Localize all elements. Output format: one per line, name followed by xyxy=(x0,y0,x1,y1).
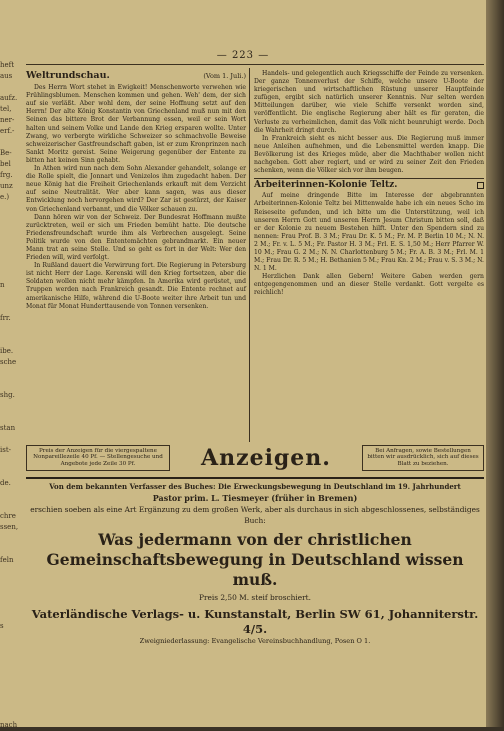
page-number: — 223 — xyxy=(216,50,270,61)
margin-fragment: aus xyxy=(0,72,13,80)
margin-fragment xyxy=(0,654,20,665)
margin-fragment xyxy=(0,456,20,467)
ad-book-title: Was jedermann von der christlichen Gemeinschaftsbewegung in Deutschland wissen muß. xyxy=(46,530,464,589)
column-separator xyxy=(249,68,250,442)
ad-author-line: Pastor prim. L. Tiesmeyer (früher in Bremen) xyxy=(152,493,358,503)
margin-fragment: shg. xyxy=(0,391,15,399)
ad-price: Preis 2,50 M. steif broschiert. xyxy=(198,593,312,602)
left-margin-fragments xyxy=(0,60,20,729)
article-date: (Vom 1. Juli.) xyxy=(203,72,246,80)
margin-fragment: de. xyxy=(0,479,11,487)
margin-fragment xyxy=(0,225,20,236)
margin-fragment: stan xyxy=(0,424,16,432)
margin-fragment xyxy=(0,610,20,621)
margin-fragment: erf.- xyxy=(0,127,15,135)
margin-fragment: aufz. xyxy=(0,94,18,102)
margin-fragment xyxy=(0,687,20,698)
section-title: Arbeiterinnen-Kolonie Teltz. xyxy=(254,180,398,191)
ad-notice-box: Bei Anfragen, sowie Bestellungen bitten wir ausdrücklich, sich auf dieses Blatt zu beziehen. xyxy=(362,445,484,471)
article-paragraph: Des Herrn Wort stehet in Ewigkeit! Menschenworte verwehen wie Frühlingsblumen. Menschen kommen und gehen. Weh' dem, der sich auf sie verläßt. Aber wohl dem, der seine Hoffnung setzt auf den Herrn! Der alte König Konstantin von Griechenland muß nun mit den Seinen das bittere Brot der Verbannung essen, weil er sein Wort halten und seinem Volke und Lande den Krieg ersparen wollte. Unter Zwang, wo verbergte wirkliche Schweizer so schmachvolle Beweise schweizerischer Gastfreundschaft gaben, ist er zum Kronprinzen nach Sankt Moritz gereist. Seine Weigerung gegenüber der Entente zu bitten hat keinen Sinn gehabt. xyxy=(26,84,246,164)
margin-fragment xyxy=(0,368,20,379)
section-header xyxy=(254,181,484,189)
margin-fragment: n xyxy=(0,281,5,289)
page-edge-shadow xyxy=(486,0,504,727)
top-rule xyxy=(26,64,484,65)
margin-fragment xyxy=(0,401,20,412)
article-paragraph: In Rußland dauert die Verwirrung fort. Die Regierung in Petersburg ist nicht Herr der Lage. Kerenski will den Krieg fortsetzen, aber die Soldaten wollen nicht mehr kämpfen. In Amerika wird gerüstet, und Truppen werden nach Frankreich gesandt. Die Entente rechnet auf amerikanische Hilfe, während die U-Boote weiter ihre Arbeit tun und Monat für Monat Hunderttausende von Tonnen versenken. xyxy=(26,262,246,310)
margin-fragment: Be- xyxy=(0,149,12,157)
margin-fragment: ner- xyxy=(0,116,15,124)
margin-fragment xyxy=(0,82,20,93)
margin-fragment xyxy=(0,214,20,225)
margin-fragment: frg. xyxy=(0,171,13,179)
margin-fragment xyxy=(0,203,20,214)
margin-fragment xyxy=(0,588,20,599)
article-paragraph: Dann hören wir von der Schweiz. Der Bundesrat Hoffmann mußte zurücktreten, weil er sich um Frieden bemüht hatte. Die deutsche Friedensfreundschaft wurde ihm als Verbrechen ausgelegt. Seine Politik wurde von den Ententemächten gebrandmarkt. Ein neuer Mann trat an seine Stelle. Und so geht es fort in der Welt: Wer den Frieden will, wird verfolgt. xyxy=(26,213,246,262)
ad-price-box: Preis der Anzeigen für die viergespaltene Nonpareillezeile 40 Pf. — Stellengesuche und Angebote jede Zeile 30 Pf. xyxy=(26,445,170,471)
margin-fragment xyxy=(0,434,20,445)
margin-fragment xyxy=(0,500,20,511)
margin-fragment: unz xyxy=(0,182,13,190)
margin-fragment xyxy=(0,577,20,588)
margin-fragment xyxy=(0,665,20,676)
margin-fragment: ssen, xyxy=(0,523,19,531)
article-paragraph: In Athen wird nun nach dem Sohn Alexander gehandelt, solange er die Rolle spielt, die Jonnart und Venizelos ihm zugedacht haben. Der neue König hat die Freiheit Griechenlands erkauft mit dem Verzicht auf seine Neutralität. Wer aber kann sagen, was aus dieser Entwicklung noch hervorgehen wird? Der Zar ist gestürzt, der Kaiser von Griechenland verbannt, und die Völker schauen zu. xyxy=(26,165,246,213)
section-paragraph: Auf meine dringende Bitte im Interesse der abgebrannten Arbeiterinnen-Kolonie Teltz bei Mittenwalde habe ich ein neues Scho im Reiseseite gefunden, und ich bitte um die Unterstützung, weil ich unseren Herrn Gott und unseren Herrn Jesum Christum bitten soll, daß er der Kolonie zu neuem Bestehen hilft. Unter den Spendern sind zu nennen: Frau Prof. B. 3 M.; Frau Dr. K. 5 M.; Fr. M. P. Berlin 10 M.; N. N. 2 M.; Fr. v. L. 5 M.; Fr. Pastor H. 3 M.; Frl. E. S. 1,50 M.; Herr Pfarrer W. 10 M.; Frau G. 2 M.; N. N. Charlottenburg 5 M.; Fr. A. B. 3 M.; Frl. M. 1 M.; Frau Dr. R. 5 M.; H. Bethanien 5 M.; Frau Kn. 2 M.; Frau v. S. 3 M.; N. N. 1 M. xyxy=(254,192,484,273)
margin-fragment: heft xyxy=(0,61,15,69)
article-header xyxy=(26,72,246,80)
margin-fragment xyxy=(0,676,20,687)
margin-fragment: s xyxy=(0,622,4,630)
ad-intro-line: Von dem bekannten Verfasser des Buches: Die Erweckungsbewegung in Deutschland im 19. Jahrhundert xyxy=(49,482,461,491)
margin-fragment xyxy=(0,236,20,247)
book-advertisement xyxy=(26,482,484,646)
margin-fragment xyxy=(0,467,20,478)
ad-branch: Zweigniederlassung: Evangelische Vereinsbuchhandlung, Posen O 1. xyxy=(139,637,371,645)
margin-fragment xyxy=(0,698,20,709)
margin-fragment xyxy=(0,489,20,500)
margin-fragment: tel, xyxy=(0,105,12,113)
ad-publisher: Vaterländische Verlags- u. Kunstanstalt, Berlin SW 61, Johanniterstr. 4/5. xyxy=(31,607,479,636)
column-right xyxy=(254,70,484,440)
margin-fragment xyxy=(0,566,20,577)
margin-fragment xyxy=(0,632,20,643)
margin-fragment: ibe. xyxy=(0,347,14,355)
margin-fragment xyxy=(0,379,20,390)
margin-fragment xyxy=(0,269,20,280)
margin-fragment xyxy=(0,324,20,335)
column-left xyxy=(26,70,246,440)
margin-fragment xyxy=(0,643,20,654)
section-paragraph: Herzlichen Dank allen Gebern! Weitere Gaben werden gern entgegengenommen und an dieser Stelle verdankt. Gott vergelte es reichlich! xyxy=(254,273,484,297)
margin-fragment xyxy=(0,258,20,269)
margin-fragment: frr. xyxy=(0,314,11,322)
margin-fragment xyxy=(0,302,20,313)
margin-fragment xyxy=(0,247,20,258)
ad-header-row xyxy=(26,443,484,475)
margin-fragment xyxy=(0,709,20,720)
ad-description-line: erschien soeben als eine Art Ergänzung zu dem großen Werk, aber als durchaus in sich abgeschlossenes, selbständiges Buch: xyxy=(30,505,480,525)
ad-rule xyxy=(26,477,484,479)
margin-fragment xyxy=(0,599,20,610)
margin-fragment xyxy=(0,137,20,148)
margin-fragment xyxy=(0,533,20,544)
square-ornament-icon xyxy=(477,182,484,189)
ad-section-title: Anzeigen. xyxy=(201,445,331,471)
margin-fragment: ist- xyxy=(0,446,12,454)
margin-fragment: nach xyxy=(0,721,18,729)
margin-fragment: chre xyxy=(0,512,16,520)
article-paragraph: Handels- und gelegentlich auch Kriegsschiffe der Feinde zu versenken. Der ganze Tonnenverlust der Schiffe, welche unsere U-Boote der kriegerischen und wirtschaftlichen Rüstung unserer Hauptfeinde zufügen, ergibt sich natürlich unserer Kenntnis. Nur selten werden Mitteilungen darüber, wie viele Schiffe versenkt worden sind, veröffentlicht. Die englische Regierung aber hält es für geraten, die Verluste zu verheimlichen, damit das Volk nicht beunruhigt werde. Doch die Wahrheit dringt durch. xyxy=(254,70,484,134)
margin-fragment xyxy=(0,412,20,423)
section-rule xyxy=(254,178,484,179)
article-title: Weltrundschau. xyxy=(26,70,110,81)
margin-fragment xyxy=(0,544,20,555)
margin-fragment: sche xyxy=(0,358,17,366)
margin-fragment xyxy=(0,291,20,302)
margin-fragment xyxy=(0,335,20,346)
margin-fragment: e.) xyxy=(0,193,10,201)
margin-fragment: bel xyxy=(0,160,11,168)
margin-fragment: feln xyxy=(0,556,14,564)
article-paragraph: In Frankreich sieht es nicht besser aus. Die Regierung muß immer neue Anleihen aufnehmen, und die Lebensmittel werden knapp. Die Bevölkerung ist des Krieges müde, aber die Machthaber wollen nicht nachgeben. Gott aber regiert, und er wird zu seiner Zeit den Frieden schenken, wenn die Völker sich vor ihm beugen. xyxy=(254,134,484,175)
